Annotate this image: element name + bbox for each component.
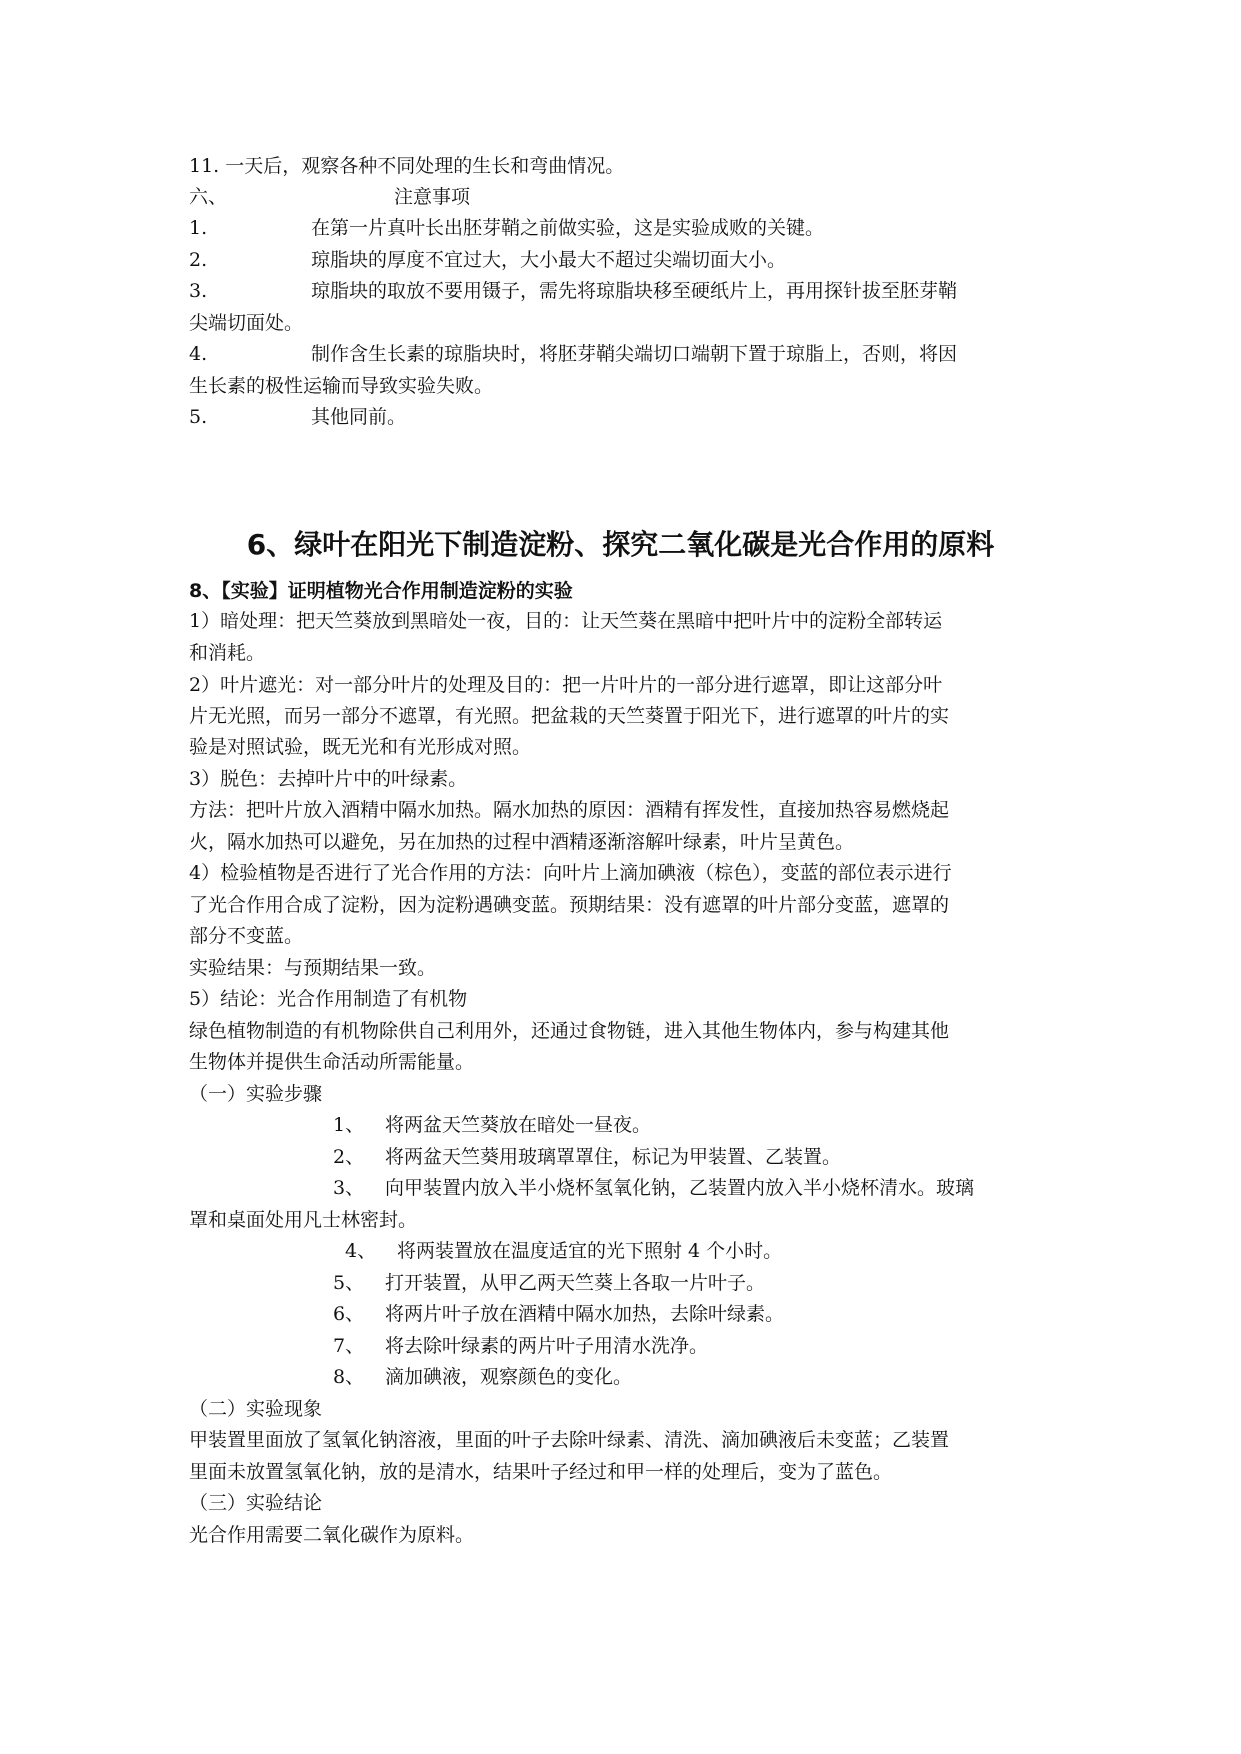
item-text: 制作含生长素的琼脂块时，将胚芽鞘尖端切口端朝下置于琼脂上，否则，将因	[311, 343, 958, 365]
step-number: 3、	[333, 1177, 365, 1199]
step-number: 6、	[333, 1303, 365, 1325]
subsection-label: （二）实验现象	[189, 1398, 323, 1420]
body-line: 5）结论：光合作用制造了有机物	[189, 988, 468, 1010]
body-line: 生物体并提供生命活动所需能量。	[189, 1051, 475, 1073]
notes-item-continuation: 生长素的极性运输而导致实验失败。	[189, 375, 494, 397]
experiment-subheading: 8、【实验】证明植物光合作用制造淀粉的实验	[189, 580, 573, 602]
step-item	[333, 1141, 842, 1173]
notes-item	[189, 244, 787, 276]
body-line: 2）叶片遮光：对一部分叶片的处理及目的：把一片叶片的一部分进行遮罩，即让这部分叶	[189, 674, 943, 696]
body-line: 方法：把叶片放入酒精中隔水加热。隔水加热的原因：酒精有挥发性，直接加热容易燃烧起	[189, 799, 950, 821]
body-line: 3）脱色：去掉叶片中的叶绿素。	[189, 768, 468, 790]
body-line: 和消耗。	[189, 642, 266, 664]
notes-item	[189, 275, 958, 307]
step-number: 5、	[333, 1272, 365, 1294]
step-text: 将两装置放在温度适宜的光下照射 4 个小时。	[397, 1240, 783, 1262]
step-item	[333, 1109, 652, 1141]
section-heading: 6、绿叶在阳光下制造淀粉、探究二氧化碳是光合作用的原料	[246, 528, 995, 561]
item-text: 琼脂块的厚度不宜过大，大小最大不超过尖端切面大小。	[311, 249, 787, 271]
step-item	[333, 1172, 975, 1204]
notes-line-11: 11. 一天后，观察各种不同处理的生长和弯曲情况。	[189, 155, 625, 177]
step-continuation: 罩和桌面处用凡士林密封。	[189, 1209, 418, 1231]
body-line: 光合作用需要二氧化碳作为原料。	[189, 1524, 475, 1546]
step-text: 将两盆天竺葵用玻璃罩罩住，标记为甲装置、乙装置。	[385, 1146, 842, 1168]
step-item	[333, 1330, 709, 1362]
item-number: 5.	[189, 406, 208, 428]
step-text: 滴加碘液，观察颜色的变化。	[385, 1366, 633, 1388]
subsection-label: （一）实验步骤	[189, 1083, 323, 1105]
body-line: 4）检验植物是否进行了光合作用的方法：向叶片上滴加碘液（棕色），变蓝的部位表示进行	[189, 862, 952, 884]
item-text: 在第一片真叶长出胚芽鞘之前做实验，这是实验成败的关键。	[311, 217, 825, 239]
step-item	[345, 1235, 783, 1267]
section-number: 六、	[189, 186, 228, 208]
item-text: 其他同前。	[311, 406, 407, 428]
notes-item	[189, 401, 407, 433]
item-number: 1.	[189, 217, 208, 239]
body-line: 火，隔水加热可以避免，另在加热的过程中酒精逐渐溶解叶绿素，叶片呈黄色。	[189, 831, 855, 853]
step-item	[333, 1267, 766, 1299]
item-number: 4.	[189, 343, 208, 365]
step-text: 打开装置，从甲乙两天竺葵上各取一片叶子。	[385, 1272, 766, 1294]
body-line: 实验结果：与预期结果一致。	[189, 957, 437, 979]
step-number: 7、	[333, 1335, 365, 1357]
step-number: 4、	[345, 1240, 377, 1262]
step-number: 8、	[333, 1366, 365, 1388]
step-text: 将两盆天竺葵放在暗处一昼夜。	[385, 1114, 652, 1136]
notes-item	[189, 338, 958, 370]
notes-item	[189, 212, 825, 244]
notes-section-header	[189, 181, 471, 213]
step-number: 2、	[333, 1146, 365, 1168]
step-text: 将去除叶绿素的两片叶子用清水洗净。	[385, 1335, 709, 1357]
item-text: 琼脂块的取放不要用镊子，需先将琼脂块移至硬纸片上，再用探针拔至胚芽鞘	[311, 280, 958, 302]
step-item	[333, 1361, 633, 1393]
section-title: 注意事项	[394, 186, 471, 208]
body-line: 甲装置里面放了氢氧化钠溶液，里面的叶子去除叶绿素、清洗、滴加碘液后未变蓝；乙装置	[189, 1429, 950, 1451]
subsection-label: （三）实验结论	[189, 1492, 323, 1514]
body-line: 片无光照，而另一部分不遮罩，有光照。把盆栽的天竺葵置于阳光下，进行遮罩的叶片的实	[189, 705, 950, 727]
notes-item-continuation: 尖端切面处。	[189, 312, 304, 334]
body-line: 绿色植物制造的有机物除供自己利用外，还通过食物链，进入其他生物体内，参与构建其他	[189, 1020, 950, 1042]
step-item	[333, 1298, 785, 1330]
body-line: 了光合作用合成了淀粉，因为淀粉遇碘变蓝。预期结果：没有遮罩的叶片部分变蓝，遮罩的	[189, 894, 950, 916]
body-line: 1）暗处理：把天竺葵放到黑暗处一夜，目的：让天竺葵在黑暗中把叶片中的淀粉全部转运	[189, 610, 943, 632]
step-number: 1、	[333, 1114, 365, 1136]
body-line: 部分不变蓝。	[189, 925, 304, 947]
step-text: 向甲装置内放入半小烧杯氢氧化钠，乙装置内放入半小烧杯清水。玻璃	[385, 1177, 975, 1199]
item-number: 2.	[189, 249, 208, 271]
step-text: 将两片叶子放在酒精中隔水加热，去除叶绿素。	[385, 1303, 785, 1325]
item-number: 3.	[189, 280, 208, 302]
body-line: 里面未放置氢氧化钠，放的是清水，结果叶子经过和甲一样的处理后，变为了蓝色。	[189, 1461, 893, 1483]
body-line: 验是对照试验，既无光和有光形成对照。	[189, 736, 532, 758]
